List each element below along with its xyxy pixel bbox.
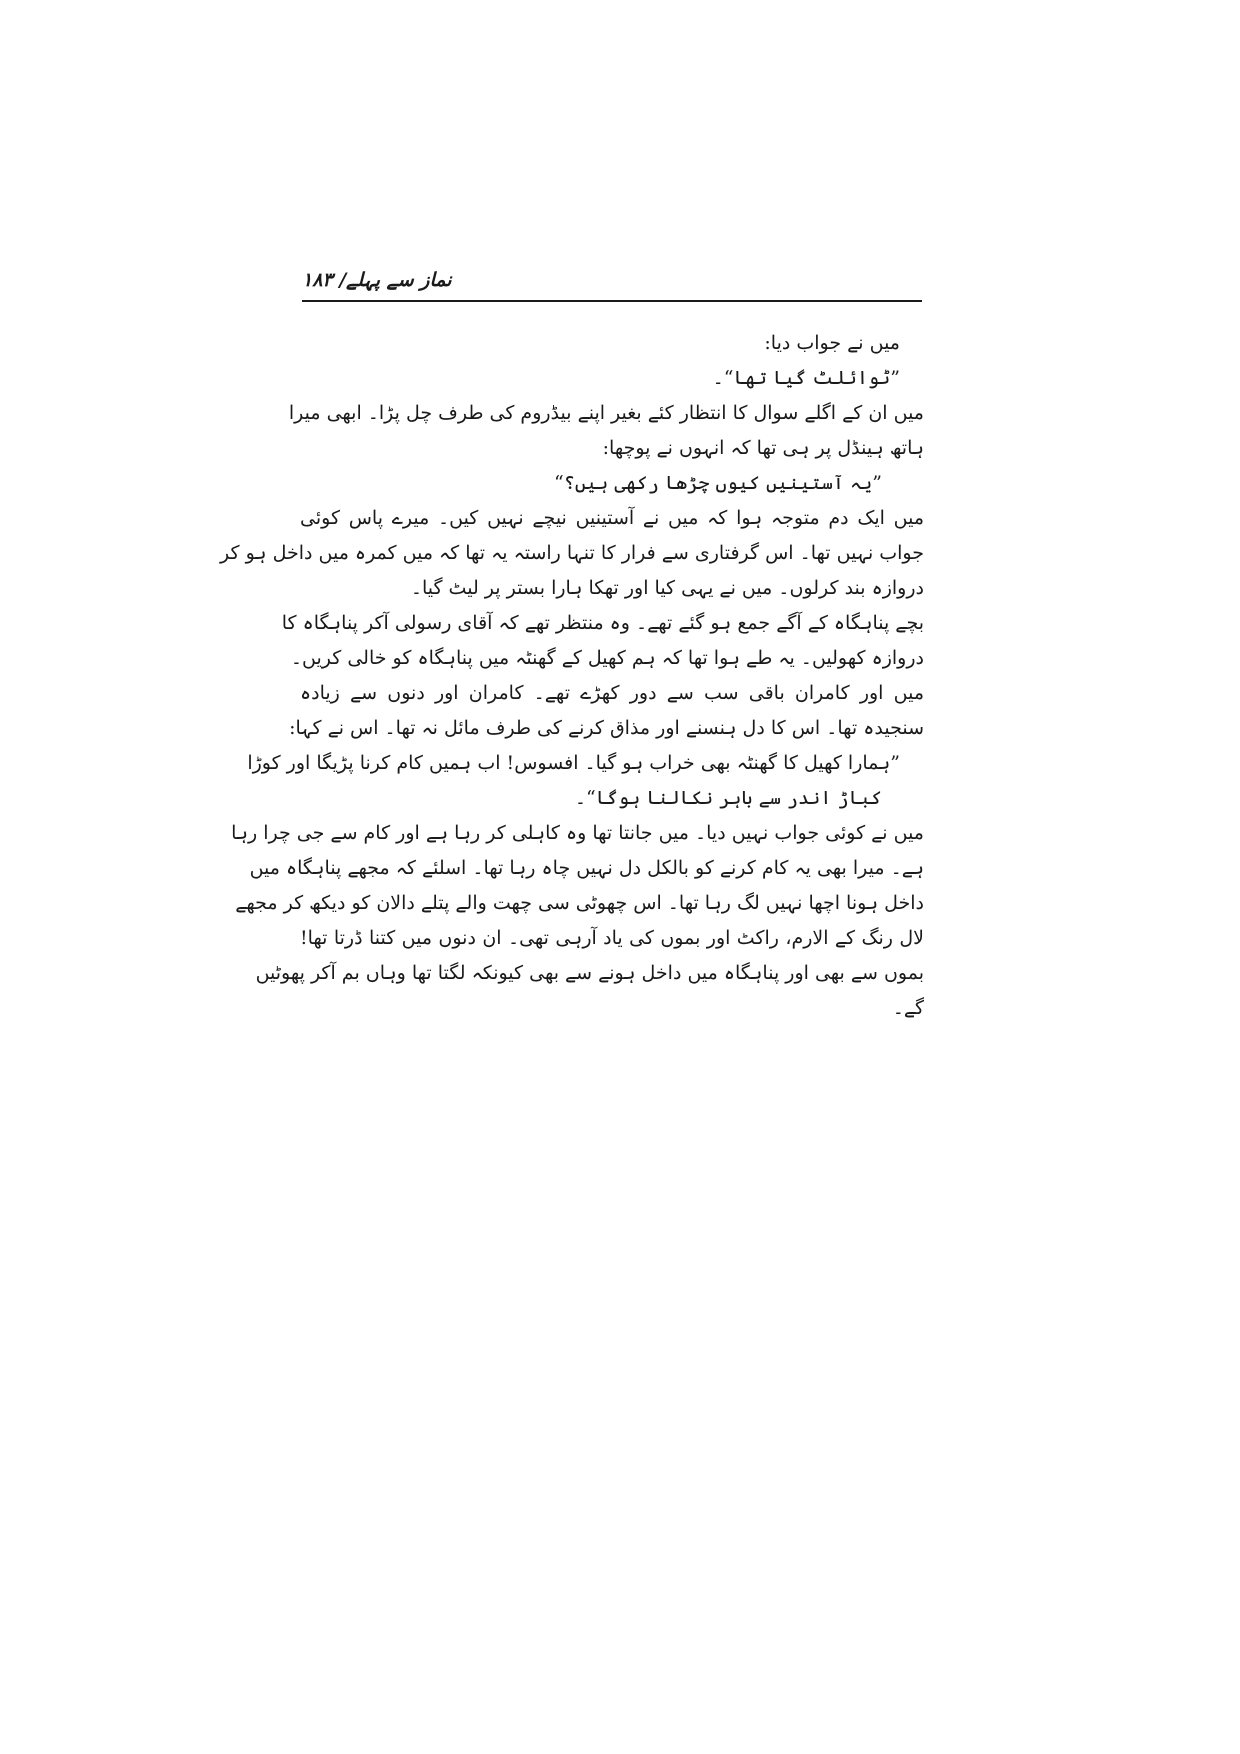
text-line: کباڑ اندر سے باہر نکالنا ہوگا“۔ <box>574 787 882 809</box>
text-line: میں نے جواب دیا: <box>764 332 900 354</box>
text-line: جواب نہیں تھا۔ اس گرفتاری سے فرار کا تنہا راستہ یہ تھا کہ میں کمرہ میں داخل ہو کر <box>220 542 924 564</box>
text-line: ہے۔ میرا بھی یہ کام کرنے کو بالکل دل نہیں چاہ رہا تھا۔ اسلئے کہ مجھے پناہگاہ میں <box>249 857 924 879</box>
text-line: بموں سے بھی اور پناہگاہ میں داخل ہونے سے بھی کیونکہ لگتا تھا وہاں بم آکر پھوٹیں <box>255 962 924 984</box>
text-line: ”ہمارا کھیل کا گھنٹہ بھی خراب ہو گیا۔ افسوس! اب ہمیں کام کرنا پڑیگا اور کوڑا <box>247 752 900 774</box>
text-line: بچے پناہگاہ کے آگے جمع ہو گئے تھے۔ وہ منتظر تھے کہ آقای رسولی آکر پناہگاہ کا <box>281 612 924 634</box>
text-line: میں نے کوئی جواب نہیں دیا۔ میں جانتا تھا وہ کاہلی کر رہا ہے اور کام سے جی چرا رہا <box>231 822 924 844</box>
text-line: میں ان کے اگلے سوال کا انتظار کئے بغیر اپنے بیڈروم کی طرف چل پڑا۔ ابھی میرا <box>288 402 924 424</box>
text-line: ”ٹوائلٹ گیا تھا“۔ <box>712 367 900 389</box>
text-line: ہاتھ ہینڈل پر ہی تھا کہ انہوں نے پوچھا: <box>602 437 924 459</box>
text-line: ”یہ آستینیں کیوں چڑھا رکھی ہیں؟“ <box>554 472 882 494</box>
text-line: گے۔ <box>892 997 924 1019</box>
text-line: سنجیدہ تھا۔ اس کا دل ہنسنے اور مذاق کرنے کی طرف مائل نہ تھا۔ اس نے کہا: <box>289 717 924 739</box>
text-line: میں ایک دم متوجہ ہوا کہ میں نے آستینیں نیچے نہیں کیں۔ میرے پاس کوئی <box>300 507 924 529</box>
body-text <box>220 326 924 1026</box>
running-header: نماز سے پہلے/ ۱۸۳ <box>302 269 452 291</box>
text-line: لال رنگ کے الارم، راکٹ اور بموں کی یاد آرہی تھی۔ ان دنوں میں کتنا ڈرتا تھا! <box>300 927 924 949</box>
text-line: داخل ہونا اچھا نہیں لگ رہا تھا۔ اس چھوٹی سی چھت والے پتلے دالان کو دیکھ کر مجھے <box>235 892 924 914</box>
header-rule <box>302 300 922 302</box>
text-line: دروازہ کھولیں۔ یہ طے ہوا تھا کہ ہم کھیل کے گھنٹہ میں پناہگاہ کو خالی کریں۔ <box>290 647 924 669</box>
text-line: دروازہ بند کرلوں۔ میں نے یہی کیا اور تھکا ہارا بستر پر لیٹ گیا۔ <box>410 577 924 599</box>
text-line: میں اور کامران باقی سب سے دور کھڑے تھے۔ کامران اور دنوں سے زیادہ <box>300 682 924 704</box>
